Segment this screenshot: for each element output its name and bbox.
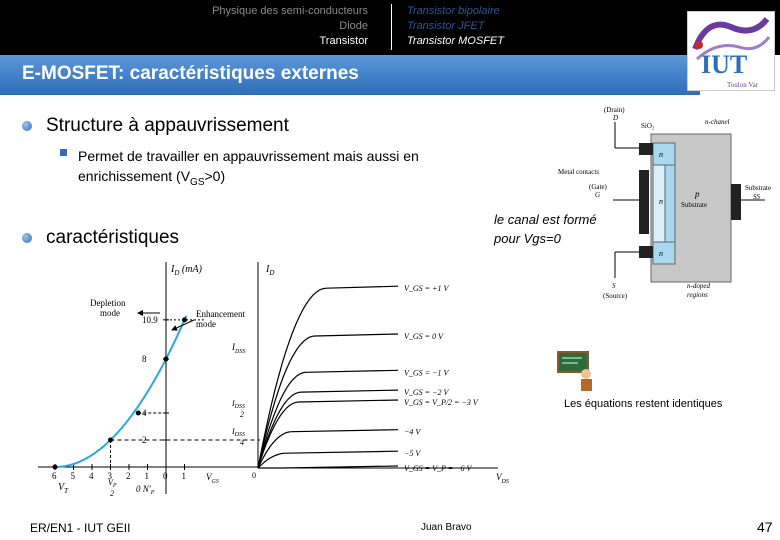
label-source: (Source)	[603, 292, 628, 300]
chalkboard	[558, 352, 588, 372]
footer-author: Juan Bravo	[421, 522, 472, 533]
label-ss: SS	[753, 193, 760, 201]
chart1-xtick-label: 1	[181, 471, 186, 481]
chart1-xtick-label: 0	[163, 471, 168, 481]
chart1-ytick-label: 8	[142, 354, 147, 364]
bullet-structure: Structure à appauvrissement	[46, 115, 289, 136]
sub-bullet-square	[60, 149, 67, 156]
chart1-ytick-label: 10.9	[142, 314, 158, 325]
logo-dot	[695, 41, 703, 49]
label-metal: Metal contacts	[558, 168, 600, 176]
mosfet-structure-figure	[555, 100, 780, 305]
chart2-series-curve	[258, 451, 398, 468]
sub-bullet-line2-pre: enrichissement (V	[78, 168, 191, 184]
substrate-contact	[731, 184, 741, 220]
label-gate: (Gate)	[589, 183, 607, 191]
label-n-channel: n-chanel	[705, 118, 730, 126]
nav-left	[212, 4, 368, 49]
label-ndoped1: n-doped	[687, 282, 710, 290]
label-p: p	[695, 189, 700, 199]
top-nav-bar	[0, 0, 780, 55]
idss4-label: $I_{DSS}$ 4	[232, 427, 246, 447]
chart1-point	[136, 411, 141, 416]
chart2-series-curve	[258, 286, 398, 468]
chart2-series-label: V_GS = V_P = −6 V	[404, 464, 472, 473]
chart1-point	[182, 317, 187, 322]
chart2-series-curve	[258, 400, 398, 468]
teacher-head	[581, 369, 591, 379]
chart2-origin: 0	[252, 471, 256, 480]
label-d: D	[613, 114, 619, 122]
footer-course: ER/EN1 - IUT GEII	[30, 521, 131, 535]
nav-item-jfet[interactable]: Transistor JFET	[407, 20, 485, 32]
chart1-ytick-label: 2	[142, 435, 147, 445]
chart1-ylabel: $I_D$ (mA)	[171, 264, 202, 277]
chart1-xtick-label: 3	[107, 471, 112, 481]
idss-label: $I_{DSS}$	[232, 342, 246, 355]
label-substrate-r: Substrate	[745, 184, 772, 192]
drain-characteristics-chart	[228, 258, 528, 498]
chart2-series-label: −5 V	[404, 449, 421, 459]
chart2-series-label: V_GS = 0 V	[404, 332, 443, 341]
chart2-series-curve	[258, 430, 398, 468]
sub-bullet-line2-sub: GS	[190, 176, 205, 188]
chart1-xtick-label: 4	[89, 471, 94, 481]
chart2-series-label: −4 V	[404, 427, 421, 437]
slide-title: E-MOSFET: caractéristiques externes	[22, 63, 359, 84]
nav-item-mosfet[interactable]: Transistor MOSFET	[407, 35, 504, 47]
chart2-series-label: V_GS = −2 V	[404, 388, 449, 398]
sub-bullet-line2-post: >0)	[204, 168, 226, 184]
chart2-series-label: V_GS = V_P/2 = −3 V	[404, 398, 478, 407]
source-contact	[639, 246, 653, 258]
gate-contact	[639, 170, 649, 234]
bullet-caracteristiques: caractéristiques	[46, 227, 180, 248]
nav-item-diode[interactable]: Diode	[339, 20, 368, 32]
chart1-point	[53, 465, 58, 470]
n-region-top	[653, 143, 675, 165]
label-substrate: Substrate	[681, 201, 708, 209]
sub-bullet-text	[78, 146, 498, 193]
chart2-ylabel: $I_D$	[266, 264, 275, 277]
nav-right	[407, 4, 504, 49]
teacher-body	[581, 379, 592, 391]
nav-item-physique[interactable]: Physique des semi-conducteurs	[212, 5, 368, 17]
transfer-characteristic-chart	[38, 258, 260, 498]
label-g: G	[595, 191, 601, 199]
chart1-xtick-label: 6	[52, 471, 57, 481]
label-ndoped2: regions	[687, 291, 708, 299]
chart1-xtick-label: 1	[144, 471, 149, 481]
idss2-label: $I_{DSS}$ 2	[232, 399, 246, 419]
enhancement-label-1: Enhancement	[196, 309, 245, 319]
nav-divider	[391, 4, 392, 50]
depletion-label-2: mode	[100, 308, 120, 318]
nav-item-bipolaire[interactable]: Transistor bipolaire	[407, 5, 500, 17]
chart1-curve	[55, 316, 186, 467]
label-n-top: n	[659, 150, 663, 159]
label-s: S	[612, 282, 616, 290]
channel-note-line1: le canal est formé	[494, 212, 597, 227]
iut-logo-graphic	[687, 11, 775, 91]
teacher-clipart	[548, 350, 598, 392]
sub-bullet-line1: Permet de travailler en appauvrissement mais aussi en	[78, 148, 419, 164]
depletion-label-1: Depletion	[90, 298, 126, 308]
svg-text:Toulon Var: Toulon Var	[727, 81, 759, 89]
svg-text:IUT: IUT	[701, 50, 748, 79]
chart2-series-label: V_GS = +1 V	[404, 284, 449, 294]
enhancement-label-2: mode	[196, 319, 216, 329]
drain-contact	[639, 143, 653, 155]
label-sio2: SiO₂	[641, 122, 655, 130]
chart2-series-label: V_GS = −1 V	[404, 368, 449, 378]
equations-note: Les équations restent identiques	[564, 398, 723, 410]
footer-page-number: 47	[757, 519, 773, 535]
chart1-point	[108, 438, 113, 443]
chart1-point	[164, 357, 169, 362]
label-n-mid: n	[659, 197, 663, 206]
vt-label: $V_T$	[58, 482, 69, 495]
vp2-label: $V_P$ 2	[108, 478, 117, 498]
chart1-xtick-label: 5	[70, 471, 75, 481]
n-region-bottom	[653, 242, 675, 264]
label-drain: (Drain)	[604, 106, 625, 114]
chart1-xtick-label: 2	[126, 471, 131, 481]
label-n-bottom: n	[659, 249, 663, 258]
np-label: 0 $N'_P$	[136, 484, 155, 496]
chart1-ytick-label: 4	[142, 408, 147, 418]
channel-note-line2: pour Vgs=0	[494, 231, 561, 246]
bullet-dot-1	[22, 121, 32, 131]
chart2-series-curve	[258, 370, 398, 468]
chart2-xlabel: $V_{DS}$	[496, 472, 509, 485]
bullet-dot-2	[22, 233, 32, 243]
iut-logo	[687, 11, 775, 91]
nav-item-transistor[interactable]: Transistor	[319, 35, 368, 47]
chart1-xlabel: $V_{GS}$	[206, 472, 219, 485]
